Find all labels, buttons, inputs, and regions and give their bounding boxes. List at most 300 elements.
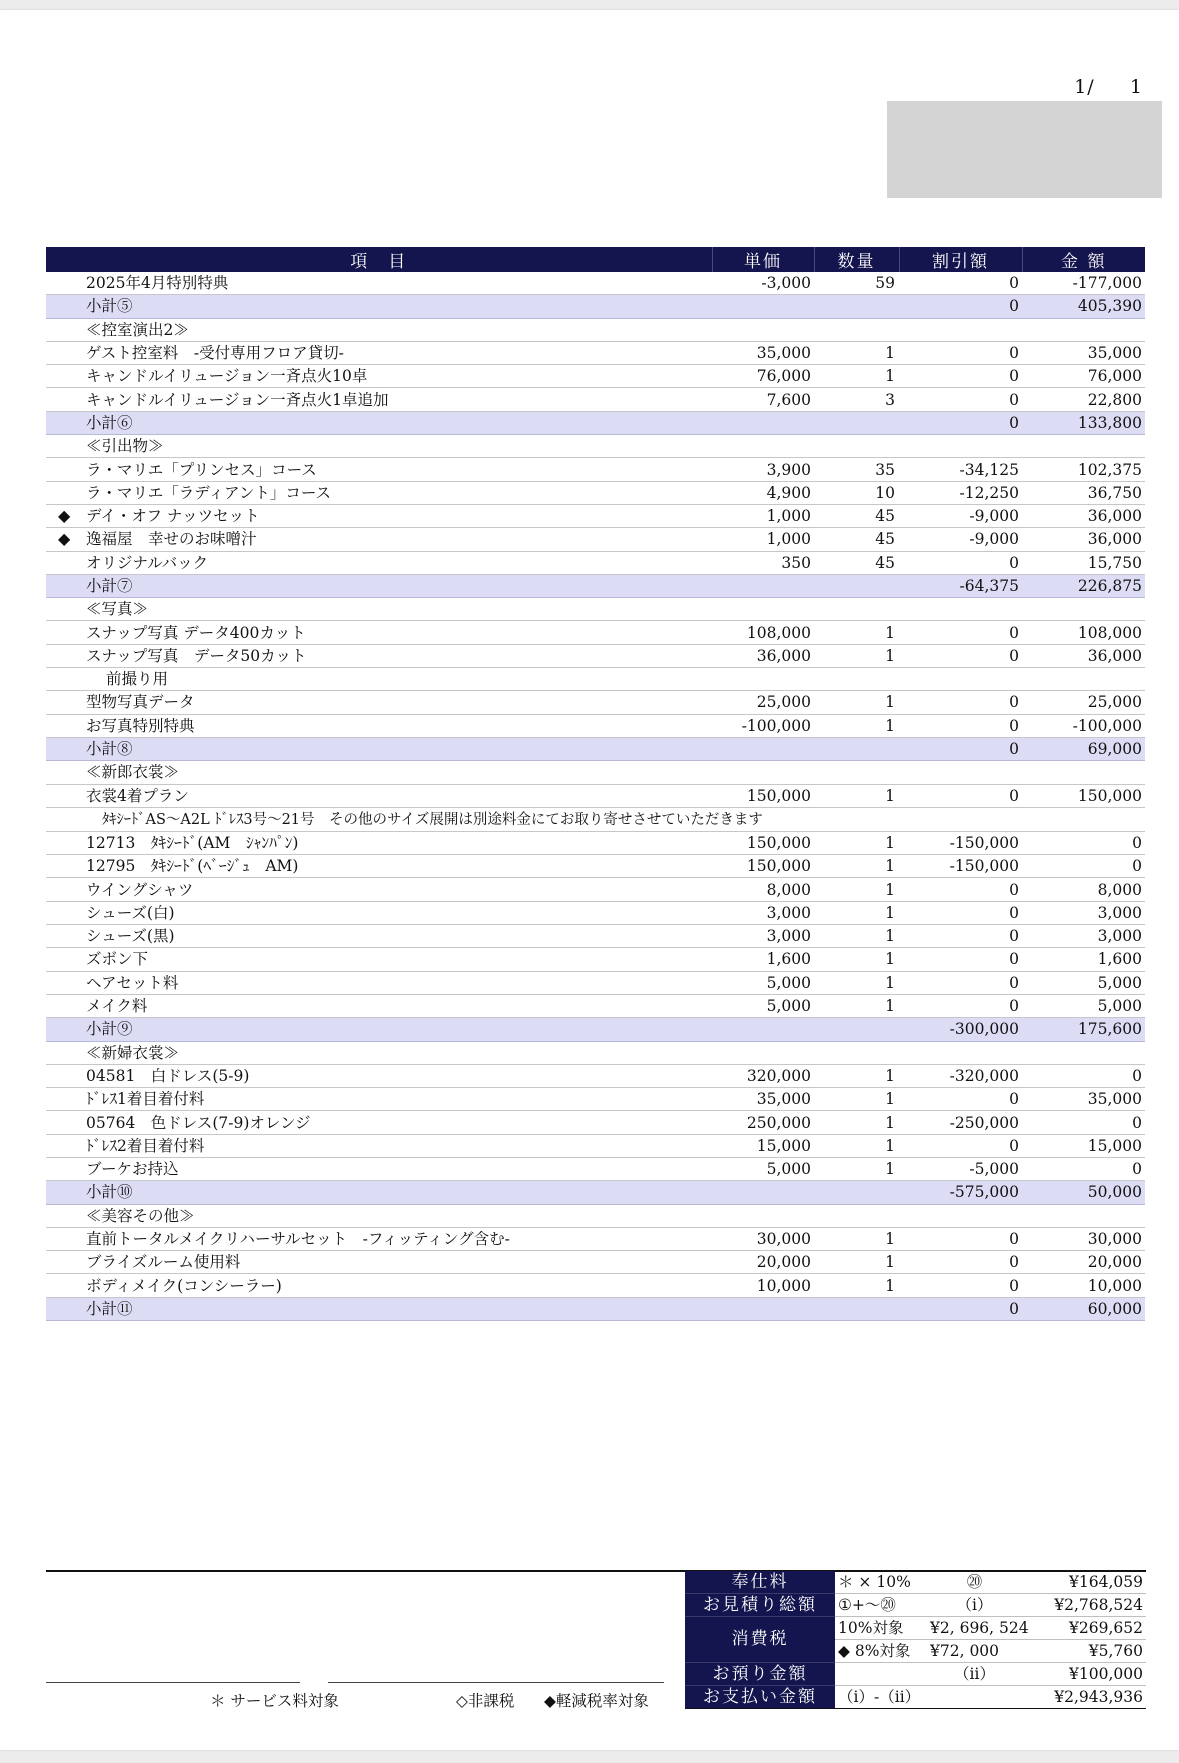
item-name-cell: [46, 621, 712, 644]
subtotal-discount: -300,000: [899, 1018, 1022, 1041]
quantity: 1: [814, 621, 899, 644]
tax10-base: ¥2, 696, 524: [927, 1617, 1022, 1640]
amount: 8,000: [1022, 878, 1145, 901]
amount: -177,000: [1022, 272, 1145, 295]
payment-label: お支払い金額: [685, 1686, 835, 1709]
empty-cell: [899, 1041, 1022, 1064]
section-header-row: [46, 1041, 1145, 1064]
amount: 36,750: [1022, 481, 1145, 504]
discount: -12,250: [899, 481, 1022, 504]
subtotal-row: [46, 411, 1145, 434]
estimate-ref: （ⅰ）: [927, 1594, 1022, 1617]
section-title-cell: [46, 761, 712, 784]
empty-cell: [712, 318, 814, 341]
empty-cell: [814, 318, 899, 341]
item-name: ブーケお持込: [86, 1160, 179, 1179]
amount: 150,000: [1022, 784, 1145, 807]
section-header-row: [46, 435, 1145, 458]
empty-cell: [712, 1297, 814, 1320]
item-name-cell: [46, 341, 712, 364]
section-title-cell: [46, 598, 712, 621]
item-name-cell: [46, 878, 712, 901]
quantity: 1: [814, 1111, 899, 1134]
empty-cell: [712, 295, 814, 318]
empty-cell: [814, 1297, 899, 1320]
table-row: [46, 994, 1145, 1017]
amount: 36,000: [1022, 528, 1145, 551]
section-title: ≪新婦衣裳≫: [86, 1043, 180, 1062]
amount: 108,000: [1022, 621, 1145, 644]
empty-cell: [1022, 1041, 1145, 1064]
empty-cell: [899, 435, 1022, 458]
table-row: [46, 504, 1145, 527]
discount: 0: [899, 901, 1022, 924]
empty-cell: [814, 1018, 899, 1041]
amount: 35,000: [1022, 341, 1145, 364]
deposit-blank: [835, 1663, 927, 1686]
section-title: ≪控室演出2≫: [86, 320, 189, 339]
discount: 0: [899, 365, 1022, 388]
quantity: 1: [814, 831, 899, 854]
table-row: [46, 691, 1145, 714]
deposit-label: お預り金額: [685, 1663, 835, 1686]
table-row: [46, 388, 1145, 411]
item-name-cell: [46, 1134, 712, 1157]
item-name-cell: [46, 528, 712, 551]
table-row: [46, 1251, 1145, 1274]
subtotal-row: [46, 295, 1145, 318]
quantity: 3: [814, 388, 899, 411]
subtotal-row: [46, 574, 1145, 597]
empty-cell: [712, 761, 814, 784]
item-note: ﾀｷｼｰﾄﾞAS～A2L ﾄﾞﾚｽ3号～21号 その他のサイズ展開は別途料金にてお取り寄せさせていただきます: [102, 811, 763, 828]
deposit-ref: （ⅱ）: [927, 1663, 1022, 1686]
item-name: ラ・マリエ「プリンセス」コース: [86, 460, 317, 479]
estimate-table: [46, 247, 1145, 1321]
discount: 0: [899, 551, 1022, 574]
note-row: [46, 668, 1145, 691]
empty-cell: [814, 761, 899, 784]
section-header-row: [46, 598, 1145, 621]
empty-cell: [712, 1018, 814, 1041]
empty-cell: [1022, 761, 1145, 784]
item-name-cell: [46, 551, 712, 574]
quantity: 1: [814, 1064, 899, 1087]
section-title: ≪引出物≫: [86, 437, 164, 456]
reduced-tax-mark: ◆: [58, 505, 71, 525]
discount: 0: [899, 691, 1022, 714]
section-header-row: [46, 1204, 1145, 1227]
discount: 0: [899, 1088, 1022, 1111]
subtotal-row: [46, 1297, 1145, 1320]
discount: 0: [899, 621, 1022, 644]
discount: 0: [899, 784, 1022, 807]
item-name-cell: [46, 1274, 712, 1297]
subtotal-amount: 60,000: [1022, 1297, 1145, 1320]
table-row: [46, 1157, 1145, 1180]
table-row: [46, 272, 1145, 295]
unit-price: 20,000: [712, 1251, 814, 1274]
item-name-cell: [46, 1111, 712, 1134]
unit-price: 4,900: [712, 481, 814, 504]
discount: 0: [899, 971, 1022, 994]
legend-reduced-tax: ◆軽減税率対象: [544, 1692, 649, 1710]
unit-price: 150,000: [712, 831, 814, 854]
empty-cell: [814, 598, 899, 621]
empty-cell: [814, 737, 899, 760]
unit-price: 5,000: [712, 971, 814, 994]
signature-line: [46, 1682, 300, 1683]
header-item: 項 目: [46, 247, 712, 272]
amount: 0: [1022, 831, 1145, 854]
empty-cell: [712, 1041, 814, 1064]
quantity: 1: [814, 341, 899, 364]
deposit-row: [685, 1663, 1146, 1686]
amount: 25,000: [1022, 691, 1145, 714]
subtotal-row: [46, 1181, 1145, 1204]
item-name: 04581 白ドレス(5-9): [86, 1066, 250, 1085]
quantity: 45: [814, 528, 899, 551]
discount: -5,000: [899, 1157, 1022, 1180]
amount: 20,000: [1022, 1251, 1145, 1274]
unit-price: 10,000: [712, 1274, 814, 1297]
estimate-label: お見積り総額: [685, 1594, 835, 1617]
unit-price: -3,000: [712, 272, 814, 295]
item-name: ﾄﾞﾚｽ1着目着付料: [86, 1090, 205, 1109]
legend-service: ＊ サービス料対象: [210, 1692, 339, 1710]
item-name-cell: [46, 365, 712, 388]
item-name-cell: [46, 784, 712, 807]
unit-price: 35,000: [712, 1088, 814, 1111]
discount: -150,000: [899, 831, 1022, 854]
subtotal-amount: 175,600: [1022, 1018, 1145, 1041]
quantity: 1: [814, 1134, 899, 1157]
header-discount: 割引額: [899, 247, 1022, 272]
summary-table: [685, 1571, 1146, 1709]
amount: 76,000: [1022, 365, 1145, 388]
item-name: ウイングシャツ: [86, 880, 194, 899]
item-name-cell: [46, 1157, 712, 1180]
item-name: ズボン下: [86, 950, 149, 969]
amount: 0: [1022, 1157, 1145, 1180]
empty-cell: [814, 1181, 899, 1204]
discount: 0: [899, 1274, 1022, 1297]
quantity: 1: [814, 1274, 899, 1297]
section-title: ≪新郎衣裳≫: [86, 763, 180, 782]
service-label: 奉仕料: [685, 1571, 835, 1594]
table-row: [46, 901, 1145, 924]
subtotal-amount: 226,875: [1022, 574, 1145, 597]
item-name: ﾄﾞﾚｽ2着目着付料: [86, 1136, 205, 1155]
table-row: [46, 1088, 1145, 1111]
section-title-cell: [46, 1204, 712, 1227]
empty-cell: [712, 737, 814, 760]
subtotal-row: [46, 1018, 1145, 1041]
subtotal-discount: 0: [899, 295, 1022, 318]
empty-cell: [712, 574, 814, 597]
amount: 15,750: [1022, 551, 1145, 574]
empty-cell: [899, 1204, 1022, 1227]
item-name: 衣裳4着プラン: [86, 786, 189, 805]
empty-cell: [712, 668, 814, 691]
quantity: 1: [814, 901, 899, 924]
quantity: 1: [814, 878, 899, 901]
unit-price: 76,000: [712, 365, 814, 388]
unit-price: 320,000: [712, 1064, 814, 1087]
amount: 1,600: [1022, 948, 1145, 971]
item-name: 型物写真データ: [86, 693, 195, 712]
amount: 30,000: [1022, 1227, 1145, 1250]
table-row: [46, 714, 1145, 737]
item-name: 直前トータルメイクリハーサルセット -フィッティング含む-: [86, 1230, 510, 1249]
table-row: [46, 481, 1145, 504]
quantity: 1: [814, 691, 899, 714]
discount: 0: [899, 1227, 1022, 1250]
empty-cell: [814, 1041, 899, 1064]
discount: -9,000: [899, 528, 1022, 551]
unit-price: 5,000: [712, 994, 814, 1017]
page-current: 1/: [1074, 76, 1095, 98]
quantity: 1: [814, 971, 899, 994]
signature-line: [328, 1682, 664, 1683]
quantity: 1: [814, 714, 899, 737]
quantity: 1: [814, 925, 899, 948]
tax8-label: ◆ 8%対象: [835, 1640, 927, 1663]
item-name-cell: [46, 691, 712, 714]
estimate-range: ①+～⑳: [835, 1594, 927, 1617]
item-name: スナップ写真 データ50カット: [86, 646, 307, 665]
header-quantity: 数量: [814, 247, 899, 272]
quantity: 45: [814, 551, 899, 574]
note-cell: [46, 807, 1145, 831]
empty-cell: [1022, 668, 1145, 691]
unit-price: 7,600: [712, 388, 814, 411]
amount: 3,000: [1022, 925, 1145, 948]
page-number: [1074, 76, 1143, 98]
subtotal-amount: 69,000: [1022, 737, 1145, 760]
estimate-amount: ¥2,768,524: [1022, 1594, 1146, 1617]
table-row: [46, 341, 1145, 364]
table-body: [46, 272, 1145, 1321]
section-title: ≪美容その他≫: [86, 1206, 195, 1225]
section-header-row: [46, 318, 1145, 341]
unit-price: 5,000: [712, 1157, 814, 1180]
quantity: 10: [814, 481, 899, 504]
table-row: [46, 621, 1145, 644]
quantity: 1: [814, 1227, 899, 1250]
table-row: [46, 1064, 1145, 1087]
discount: 0: [899, 644, 1022, 667]
amount: 0: [1022, 855, 1145, 878]
page-total: 1: [1129, 76, 1143, 98]
empty-cell: [814, 435, 899, 458]
item-name: メイク料: [86, 997, 148, 1016]
amount: 0: [1022, 1064, 1145, 1087]
item-name: 12713 ﾀｷｼｰﾄﾞ(AM ｼｬﾝﾊﾟﾝ): [86, 833, 299, 852]
quantity: 1: [814, 1251, 899, 1274]
item-name-cell: [46, 901, 712, 924]
header-amount: 金 額: [1022, 247, 1145, 272]
service-ref: ⑳: [927, 1571, 1022, 1594]
unit-price: 35,000: [712, 341, 814, 364]
discount: 0: [899, 994, 1022, 1017]
empty-cell: [712, 435, 814, 458]
stamp-placeholder-box: [887, 101, 1162, 198]
quantity: 45: [814, 504, 899, 527]
section-header-row: [46, 761, 1145, 784]
item-name: 逸福屋 幸せのお味噌汁: [86, 530, 257, 549]
section-title-cell: [46, 435, 712, 458]
item-name: ラ・マリエ「ラディアント」コース: [86, 483, 332, 502]
table-row: [46, 831, 1145, 854]
note-cell: [46, 668, 712, 691]
quantity: 1: [814, 1157, 899, 1180]
item-name: 12795 ﾀｷｼｰﾄﾞ(ﾍﾞｰｼﾞｭ AM): [86, 857, 299, 876]
quantity: 35: [814, 458, 899, 481]
discount: -9,000: [899, 504, 1022, 527]
item-name: スナップ写真 データ400カット: [86, 623, 306, 642]
item-name-cell: [46, 1064, 712, 1087]
item-name: キャンドルイリュージョン一斉点火10卓: [86, 367, 368, 386]
deposit-amount: ¥100,000: [1022, 1663, 1146, 1686]
item-name-cell: [46, 1227, 712, 1250]
discount: 0: [899, 925, 1022, 948]
empty-cell: [712, 1181, 814, 1204]
payment-amount: ¥2,943,936: [1022, 1686, 1146, 1709]
empty-cell: [814, 1204, 899, 1227]
table-row: [46, 784, 1145, 807]
subtotal-label: 小計⑤: [46, 295, 712, 318]
header-unit-price: 単価: [712, 247, 814, 272]
document-page: [0, 10, 1179, 1750]
service-rate: ＊ × 10%: [835, 1571, 927, 1594]
quantity: 1: [814, 855, 899, 878]
item-name-cell: [46, 994, 712, 1017]
note-row: [46, 807, 1145, 831]
amount: 36,000: [1022, 644, 1145, 667]
legend-tax-exempt: ◇非課税: [456, 1692, 515, 1710]
quantity: 1: [814, 365, 899, 388]
table-row: [46, 878, 1145, 901]
empty-cell: [712, 598, 814, 621]
discount: -320,000: [899, 1064, 1022, 1087]
table-row: [46, 855, 1145, 878]
subtotal-label: 小計⑧: [46, 737, 712, 760]
table-row: [46, 948, 1145, 971]
item-name: シューズ(黒): [86, 927, 175, 946]
item-name: 05764 色ドレス(7-9)オレンジ: [86, 1113, 311, 1132]
quantity: 1: [814, 948, 899, 971]
table-row: [46, 551, 1145, 574]
discount: 0: [899, 1251, 1022, 1274]
subtotal-discount: 0: [899, 1297, 1022, 1320]
item-name-cell: [46, 504, 712, 527]
subtotal-discount: 0: [899, 737, 1022, 760]
subtotal-discount: -64,375: [899, 574, 1022, 597]
empty-cell: [814, 411, 899, 434]
empty-cell: [899, 668, 1022, 691]
unit-price: 36,000: [712, 644, 814, 667]
item-note: 前撮り用: [106, 670, 169, 689]
estimate-total-row: [685, 1594, 1146, 1617]
empty-cell: [712, 1204, 814, 1227]
subtotal-row: [46, 737, 1145, 760]
unit-price: -100,000: [712, 714, 814, 737]
item-name: 2025年4月特別特典: [86, 274, 229, 293]
service-amount: ¥164,059: [1022, 1571, 1146, 1594]
subtotal-label: 小計⑨: [46, 1018, 712, 1041]
item-name-cell: [46, 714, 712, 737]
tax8-amount: ¥5,760: [1022, 1640, 1146, 1663]
unit-price: 1,600: [712, 948, 814, 971]
table-row: [46, 925, 1145, 948]
table-row: [46, 1274, 1145, 1297]
unit-price: 250,000: [712, 1111, 814, 1134]
discount: -250,000: [899, 1111, 1022, 1134]
subtotal-label: 小計⑩: [46, 1181, 712, 1204]
unit-price: 108,000: [712, 621, 814, 644]
discount: -150,000: [899, 855, 1022, 878]
tax-label: 消費税: [685, 1617, 835, 1663]
reduced-tax-mark: ◆: [58, 529, 71, 549]
discount: 0: [899, 272, 1022, 295]
unit-price: 30,000: [712, 1227, 814, 1250]
item-name-cell: [46, 1088, 712, 1111]
discount: 0: [899, 1134, 1022, 1157]
subtotal-discount: -575,000: [899, 1181, 1022, 1204]
tax8-base: ¥72, 000: [927, 1640, 1022, 1663]
item-name: お写真特別特典: [86, 716, 195, 735]
unit-price: 25,000: [712, 691, 814, 714]
item-name-cell: [46, 1251, 712, 1274]
discount: -34,125: [899, 458, 1022, 481]
empty-cell: [712, 411, 814, 434]
table-header-row: [46, 247, 1145, 272]
tax10-row: [685, 1617, 1146, 1640]
table-row: [46, 528, 1145, 551]
quantity: 59: [814, 272, 899, 295]
table-row: [46, 365, 1145, 388]
service-charge-row: [685, 1571, 1146, 1594]
discount: 0: [899, 878, 1022, 901]
subtotal-amount: 50,000: [1022, 1181, 1145, 1204]
table-row: [46, 1134, 1145, 1157]
table-row: [46, 971, 1145, 994]
empty-cell: [814, 574, 899, 597]
item-name-cell: [46, 831, 712, 854]
amount: 102,375: [1022, 458, 1145, 481]
subtotal-label: 小計⑦: [46, 574, 712, 597]
amount: 0: [1022, 1111, 1145, 1134]
payment-row: [685, 1686, 1146, 1709]
discount: 0: [899, 948, 1022, 971]
amount: 5,000: [1022, 971, 1145, 994]
unit-price: 1,000: [712, 504, 814, 527]
table-row: [46, 1227, 1145, 1250]
unit-price: 150,000: [712, 855, 814, 878]
empty-cell: [1022, 598, 1145, 621]
empty-cell: [899, 598, 1022, 621]
subtotal-label: 小計⑥: [46, 411, 712, 434]
amount: 3,000: [1022, 901, 1145, 924]
unit-price: 3,000: [712, 901, 814, 924]
empty-cell: [814, 295, 899, 318]
amount: 36,000: [1022, 504, 1145, 527]
tax10-amount: ¥269,652: [1022, 1617, 1146, 1640]
empty-cell: [814, 668, 899, 691]
subtotal-amount: 405,390: [1022, 295, 1145, 318]
item-name: シューズ(白): [86, 903, 175, 922]
